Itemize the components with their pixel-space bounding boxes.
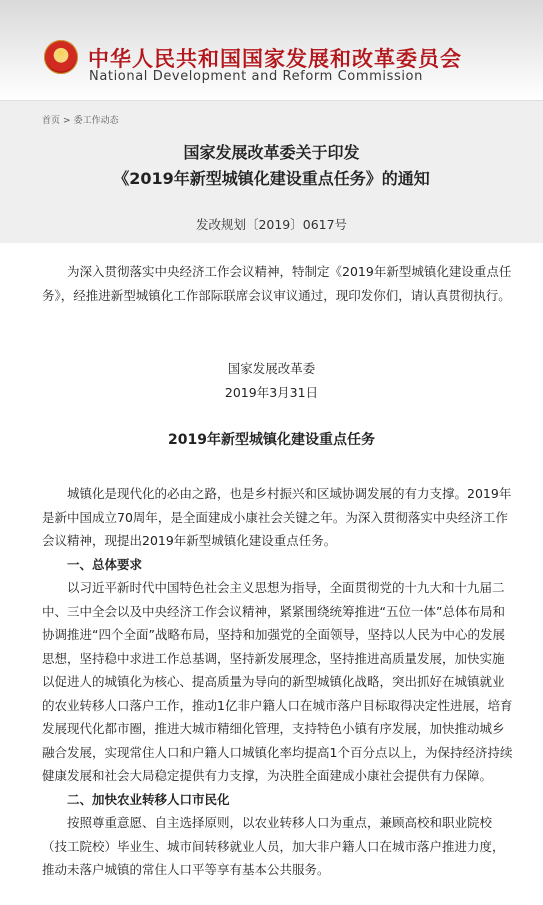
breadcrumb [42,113,119,126]
notice-intro: 为深入贯彻落实中央经济工作会议精神，特制定《2019年新型城镇化建设重点任务》，经推进新型城镇化工作部际联席会议审议通过，现印发你们，请认真贯彻执行。 [42,264,512,303]
breadcrumb-section-link[interactable]: 委工作动态 [73,116,119,126]
signing-date: 2019年3月31日 [224,385,319,400]
document-subtitle: 2019年新型城镇化建设重点任务 [168,432,375,448]
paragraph: 按照尊重意愿、自主选择原则，以农业转移人口为重点，兼顾高校和职业院校（技工院校）毕业生、城市间转移就业人员，加大非户籍人口在城市落户推进力度，推动未落户城镇的常住人口平等享有基本公共服务。 [42,815,505,877]
notice-signature [0,357,543,405]
breadcrumb-separator: > [63,116,71,126]
notice-title-line2: 《2019年新型城镇化建设重点任务》的通知 [113,169,430,188]
site-header [0,0,543,101]
section-heading: 一、总体要求 [67,556,143,572]
document-body [42,482,516,882]
signer-name: 国家发展改革委 [227,361,316,376]
national-emblem-icon: ★ [44,40,78,74]
org-name-cn: 中华人民共和国国家发展和改革委员会 [88,47,462,71]
notice-title-line1: 国家发展改革委关于印发 [183,143,360,162]
breadcrumb-home-link[interactable]: 首页 [42,116,61,126]
org-name-en: National Development and Reform Commission [89,69,423,84]
section-heading: 二、加快农业转移人口市民化 [67,791,230,807]
paragraph: 城镇化是现代化的必由之路，也是乡村振兴和区域协调发展的有力支撑。2019年是新中国成立70周年，是全面建成小康社会关键之年。为深入贯彻落实中央经济工作会议精神，现提出2019年新型城镇化建设重点任务。 [42,486,512,548]
notice-title [0,140,543,192]
paragraph: 以习近平新时代中国特色社会主义思想为指导，全面贯彻党的十九大和十九届二中、三中全会以及中央经济工作会议精神，紧紧围绕统筹推进“五位一体”总体布局和协调推进“四个全面”战略布局，坚持和加强党的全面领导，坚持以人民为中心的发展思想，坚持稳中求进工作总基调，坚持新发展理念，坚持推进高质量发展，加快实施以促进人的城镇化为核心、提高质量为导向的新型城镇化战略，突出抓好在城镇就业的农业转移人口落户工作，推动1亿非户籍人口在城市落户目标取得决定性进展，培育发展现代化都市圈，推进大城市精细化管理，支持特色小镇有序发展，加快推动城乡融合发展，实现常住人口和户籍人口城镇化率均提高1个百分点以上，为保持经济持续健康发展和社会大局稳定提供有力支撑，为决胜全面建成小康社会提供有力保障。 [42,580,513,783]
doc-number: 发改规划〔2019〕0617号 [195,217,348,232]
